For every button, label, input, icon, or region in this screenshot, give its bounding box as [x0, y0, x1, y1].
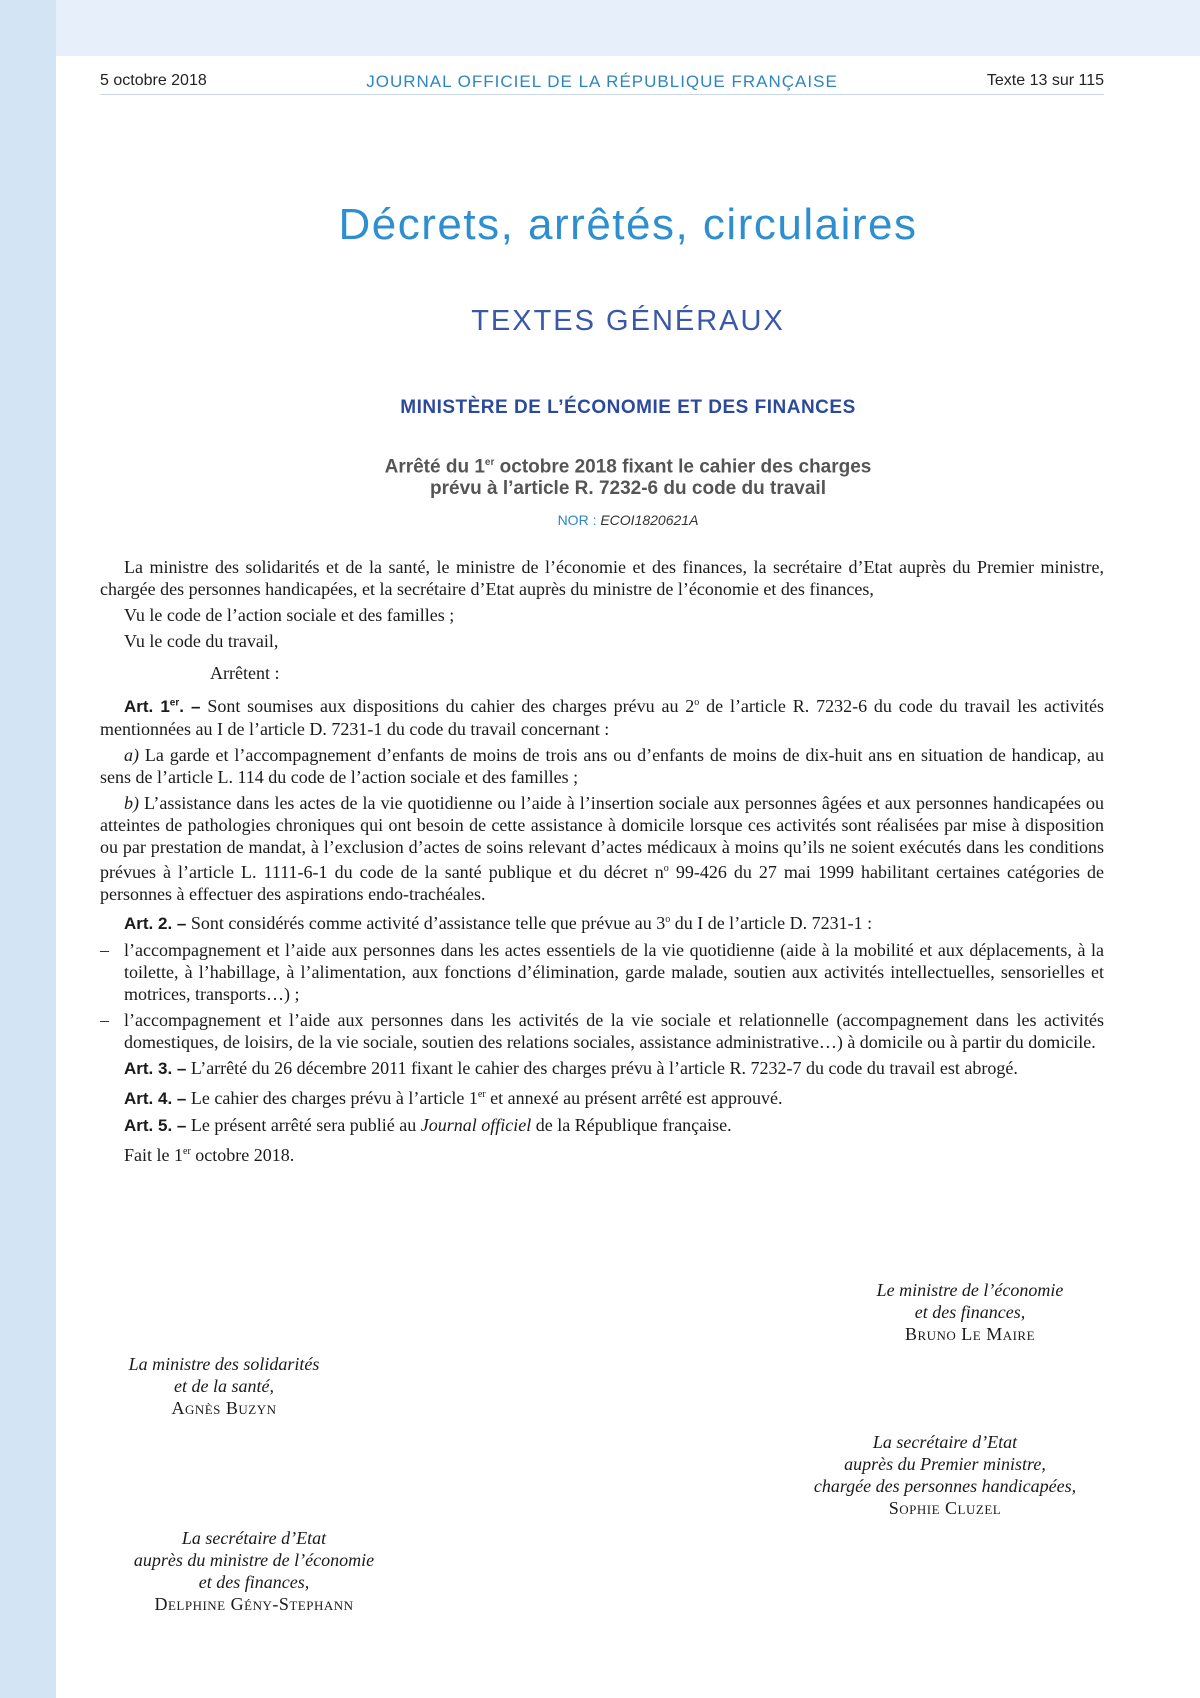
article-2: Art. 2. – Sont considérés comme activité d’assistance telle que prévue au 3$^o$ du I de l’article D. 7231-1 :: [124, 913, 873, 933]
arrete-title-line1: Arrêté du 1er octobre 2018 fixant le cahier des charges: [384, 456, 872, 478]
page-header: [100, 72, 1104, 95]
article-4: Art. 4. – Le cahier des charges prévu à l’article 1er et annexé au présent arrêté est approuvé.: [124, 1088, 783, 1108]
article-5: Art. 5. – Le présent arrêté sera publié au Journal officiel de la République française.: [124, 1115, 732, 1135]
article-label: Art. 4. –: [124, 1089, 187, 1108]
signature-buzyn: La ministre des solidarités et de la santé, Agnès Buzyn: [128, 1354, 320, 1418]
header-journal-title: JOURNAL OFFICIEL DE LA RÉPUBLIQUE FRANÇAISE: [366, 72, 838, 91]
article-3: Art. 3. – L’arrêté du 26 décembre 2011 fixant le cahier des charges prévu à l’article R. 7232-7 du code du travail est abrogé.: [124, 1058, 1018, 1078]
article-2-list-item: – l’accompagnement et l’aide aux personnes dans les actes essentiels de la vie quotidienne (aide à la mobilité et aux déplacements, à la toilette, à l’habillage, à l’alimentation, aux fonctions d’élimination, garde malade, soutien aux activités intellectuelles, sensorielles et motrices, transports…) ;: [100, 940, 1104, 1004]
main-title: Décrets, arrêtés, circulaires: [338, 200, 918, 249]
fait-le-paragraph: Fait le 1er octobre 2018.: [124, 1145, 295, 1165]
vu-paragraph: Vu le code de l’action sociale et des familles ;: [124, 605, 455, 625]
nor-value: ECOI1820621A: [600, 512, 699, 528]
arrete-title-line2: prévu à l’article R. 7232-6 du code du travail: [430, 478, 826, 500]
arretent-paragraph: Arrêtent :: [210, 663, 280, 683]
article-label: Art. 3. –: [124, 1059, 187, 1078]
intro-paragraph: La ministre des solidarités et de la santé, le ministre de l’économie et des finances, la secrétaire d’Etat auprès du Premier ministre, chargée des personnes handicapées, et la secrétaire d’Etat auprès du ministre de l’économie et des finances,: [100, 557, 1104, 599]
header-text-number: Texte 13 sur 115: [986, 72, 1104, 89]
article-2-list-item: – l’accompagnement et l’aide aux personnes dans les activités de la vie sociale et relationnelle (accompagnement dans les activités domestiques, de loisirs, de la vie sociale, soutien des relations sociales, assistance administrative…) à domicile ou à partir du domicile.: [100, 1010, 1104, 1052]
signature-cluzel: La secrétaire d’Etat auprès du Premier ministre, chargée des personnes handicapées, Sophie Cluzel: [813, 1432, 1077, 1518]
document-body: [100, 556, 1104, 1170]
page-margin-top: [0, 0, 1200, 56]
header-date: 5 octobre 2018: [100, 72, 207, 89]
vu-paragraph: Vu le code du travail,: [124, 631, 279, 651]
article-label: Art. 2. –: [124, 914, 187, 933]
article-label: Art. 1er. –: [124, 697, 201, 716]
nor-label: NOR :: [557, 512, 601, 528]
article-1: Art. 1er. – Sont soumises aux dispositions du cahier des charges prévu au 2$^o$ de l’article R. 7232-6 du code du travail les activités mentionnées au I de l’article D. 7231-1 du code du travail concernant :: [100, 696, 1104, 739]
arrete-title: [56, 452, 1200, 500]
ministry-title: MINISTÈRE DE L’ÉCONOMIE ET DES FINANCES: [400, 397, 856, 418]
article-1-item-b: b) L’assistance dans les actes de la vie quotidienne ou l’aide à l’insertion sociale aux personnes âgées et aux personnes handicapées ou atteintes de pathologies chroniques qui ont besoin de cette assistance à domicile lorsque ces activités sont réalisées par mise à disposition ou par prestation de mandat, à l’exclusion d’actes de soins relevant d’actes médicaux à moins qu’ils ne soient exécutés dans les conditions prévues à l’article L. 1111-6-1 du code de la santé publique et du décret $n^o$ 99-426 du 27 mai 1999 habilitant certaines catégories de personnes à effectuer des aspirations endo-trachéales.: [100, 793, 1104, 904]
page-margin-left: [0, 0, 56, 1698]
signature-lemaire: Le ministre de l’économie et des finances, Bruno Le Maire: [876, 1280, 1064, 1344]
article-1-item-a: a) La garde et l’accompagnement d’enfants de moins de trois ans ou d’enfants de moins de dix-huit ans en situation de handicap, au sens de l’article L. 114 du code de l’action sociale et des familles ;: [100, 745, 1104, 787]
nor-reference: [56, 512, 1200, 528]
article-label: Art. 5. –: [124, 1116, 187, 1135]
signature-geny-stephann: La secrétaire d’Etat auprès du ministre de l’économie et des finances, Delphine Gény-Stephann: [133, 1528, 375, 1614]
section-title: TEXTES GÉNÉRAUX: [471, 305, 785, 337]
